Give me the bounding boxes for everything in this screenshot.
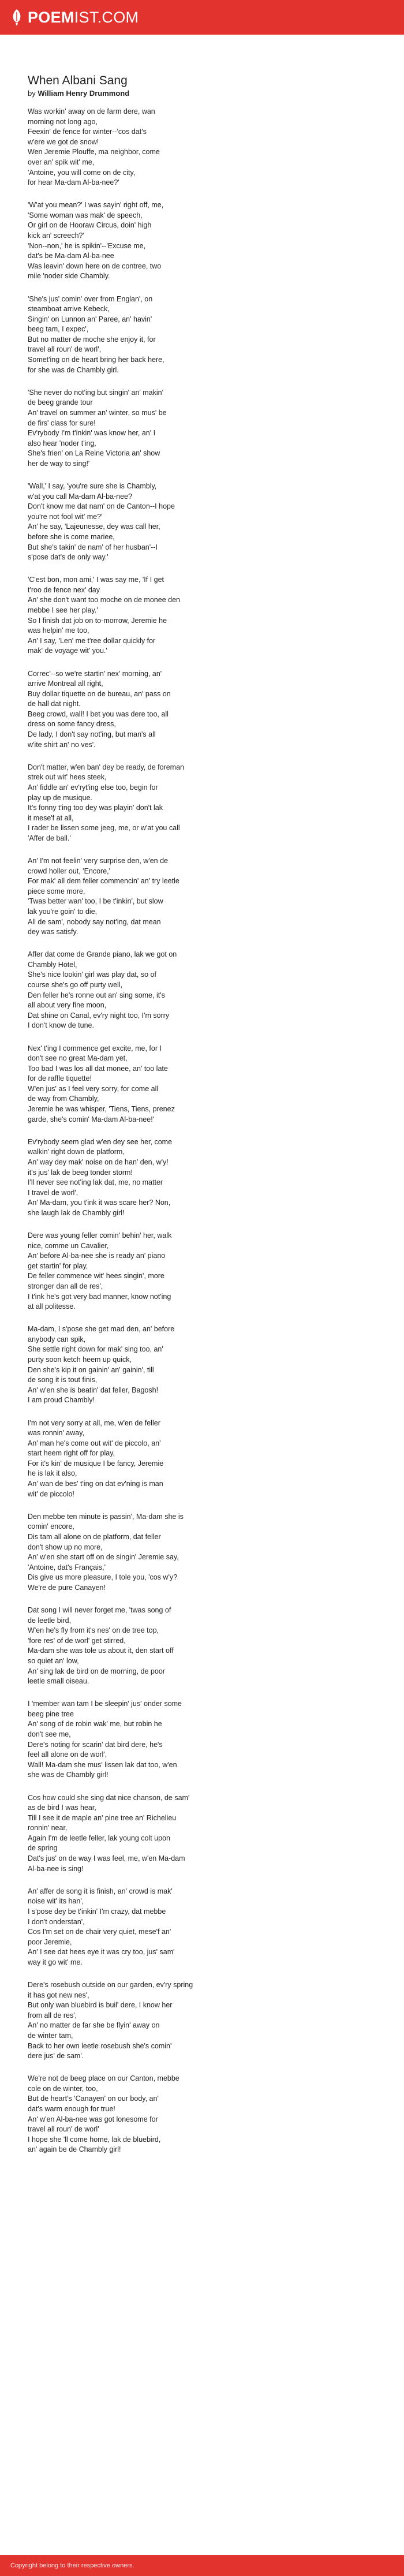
stanza: [28, 669, 358, 751]
poem-line: An' he say, 'Lajeunesse, dey was call her,: [28, 522, 160, 531]
poem-line: at all politesse.: [28, 1302, 76, 1311]
poem-line: Dere's noting for scarin' dat bird dere, he's: [28, 1740, 163, 1749]
poem-line: comin' encore,: [28, 1522, 74, 1531]
poem-line: mebbe I see her play.': [28, 606, 98, 615]
stanza: [28, 1418, 358, 1500]
poem-line: She's frien' on La Reine Victoria an' show: [28, 449, 160, 458]
poem-line: travel all roun' de worl': [28, 2125, 99, 2134]
poem-line: 'fore res' of de worl' get stirred,: [28, 1636, 126, 1645]
poem-line: Dat's jus' on de way I was feel, me, w'en Ma-dam: [28, 1854, 185, 1863]
poem-line: I don't onderstan',: [28, 1917, 85, 1926]
poem-title: When Albani Sang: [28, 74, 128, 87]
poem-line: poor Jeremie,: [28, 1937, 72, 1946]
poem-line: s'pose dat's de only way.': [28, 553, 109, 562]
poem-line: de hall dat night.: [28, 700, 81, 708]
poem-line: I'm not very sorry at all, me, w'en de feller: [28, 1418, 160, 1427]
poem-line: Dere was young feller comin' behin' her, walk: [28, 1231, 172, 1240]
poem-line: An' fiddle an' ev'ryt'ing else too, begin for: [28, 783, 158, 792]
poem-line: 'W'at you mean?' I was sayin' right off, me,: [28, 201, 164, 210]
poem-line: I 'member wan tam I be sleepin' jus' onder some: [28, 1700, 182, 1708]
poem-line: w'ite shirt an' no ves'.: [28, 740, 96, 749]
stanza: [28, 1044, 358, 1125]
poem-line: Chambly Hotel,: [28, 960, 77, 969]
poem-line: An' I say, 'Len' me t'ree dollar quickly for: [28, 636, 156, 645]
poem-line: course she's go off purty well,: [28, 981, 123, 990]
poem-line: W'en jus' as I feel very sorry, for come all: [28, 1084, 159, 1093]
poem-line: So I finish dat job on to-morrow, Jeremie he: [28, 616, 167, 625]
poem-line: All de sam', nobody say not'ing, dat mean: [28, 917, 161, 926]
poem-line: stronger dan all de res',: [28, 1282, 103, 1290]
poem-line: Again I'm de leetle feller, lak young colt upon: [28, 1834, 170, 1842]
stanza: [28, 1887, 358, 1968]
poem-line: Wall! Ma-dam she mus' lissen lak dat too, w'en: [28, 1760, 177, 1769]
poem-line: An' Ma-dam, you t'ink it was scare her? Non,: [28, 1199, 171, 1207]
poem-line: Don't know me dat nam' on de Canton--I hope: [28, 502, 175, 511]
stanza: [28, 1137, 358, 1219]
poem-line: de way from Chambly,: [28, 1095, 99, 1103]
poem-line: he is lak it also,: [28, 1469, 77, 1478]
poem-line: Den mebbe ten minute is passin', Ma-dam she is: [28, 1512, 184, 1521]
poem-line: Too bad I was los all dat monee, an' too late: [28, 1064, 168, 1073]
poem-line: I'll never see not'ing lak dat, me, no matter: [28, 1178, 163, 1187]
poem-line: An' I'm not feelin' very surprise den, w'en de: [28, 857, 168, 865]
poem-line: she was de Chambly girl!: [28, 1771, 109, 1779]
poem-line: An' man he's come out wit' de piccolo, an': [28, 1439, 161, 1447]
poem-line: It's fonny t'ing too dey was playin' don't lak: [28, 804, 163, 812]
poem-line: We're de pure Canayen!: [28, 1583, 106, 1592]
poem-line: also hear 'noder t'ing,: [28, 439, 96, 447]
poem-line: for she was de Chambly girl.: [28, 365, 119, 374]
poem-line: it mese'f at all,: [28, 813, 74, 822]
poem-line: dat's warm enough for true!: [28, 2105, 115, 2114]
poem-line: 'Antoine, dat's Français,': [28, 1563, 106, 1571]
poem-line: Dere's rosebush outside on our garden, ev'ry spring: [28, 1981, 193, 1989]
stanza: [28, 856, 358, 938]
poem-line: was helpin' me too,: [28, 626, 89, 635]
poem-line: kick an' screech?': [28, 232, 84, 240]
poem-line: An' w'en she is beatin' dat feller, Bagosh!: [28, 1386, 159, 1394]
poem-line: Was workin' away on de farm dere, wan: [28, 107, 155, 115]
poem-line: Cos I'm set on de chair very quiet, mese'f an': [28, 1928, 171, 1936]
poem-line: An' w'en she start off on de singin' Jeremie say,: [28, 1553, 179, 1562]
stanza: [28, 1231, 358, 1312]
poem-line: But de heart's 'Canayen' on our body, an': [28, 2095, 159, 2103]
poem-line: 'Affer de ball.': [28, 834, 71, 842]
poem-line: Jeremie he was whisper, 'Tiens, Tiens, prenez: [28, 1105, 175, 1114]
poem-line: Nex' t'ing I commence get excite, me, for I: [28, 1044, 162, 1052]
byline: [28, 89, 358, 98]
poem-line: as de bird I was hear,: [28, 1804, 96, 1812]
stanza: [28, 294, 358, 376]
poem-line: 'Wall,' I say, 'you're sure she is Chambly,: [28, 482, 157, 490]
poem-line: De feller commence wit' hees singin', more: [28, 1272, 164, 1280]
stanza: [28, 1512, 358, 1593]
logo-text-light: IST.COM: [74, 8, 139, 26]
poem-line: Was leavin' down here on de contree, two: [28, 262, 162, 270]
stanza: [28, 1324, 358, 1406]
poem-line: An' she don't want too moche on de monee den: [28, 596, 180, 604]
poem-line: 'She's jus' comin' over from Englan', on: [28, 294, 153, 303]
poem-line: get startin' for play,: [28, 1261, 88, 1270]
stanza: [28, 575, 358, 656]
poem-line: all about very fine moon,: [28, 1001, 107, 1010]
stanza: [28, 200, 358, 282]
footer-bar: [0, 2555, 404, 2576]
poem-line: w'ere we got de snow!: [28, 137, 99, 146]
poem-line: An' no matter de far she be flyin' away on: [28, 2021, 160, 2030]
logo-text: [28, 9, 139, 27]
poem-line: it's jus' lak de beeg tonder storm!: [28, 1168, 133, 1177]
poem-line: cole on de winter, too,: [28, 2084, 98, 2093]
poem-line: for hear Ma-dam Al-ba-nee?': [28, 178, 119, 187]
poem-line: nice, comme un Cavalier,: [28, 1241, 109, 1250]
poem-line: de winter tam,: [28, 2031, 73, 2040]
poem-line: dat's be Ma-dam Al-ba-nee: [28, 252, 114, 260]
poem-line: Ev'rybody seem glad w'en dey see her, come: [28, 1137, 173, 1146]
stanza: [28, 1606, 358, 1687]
poem-line: de song it is tout finis,: [28, 1376, 98, 1384]
poem-line: W'en he's fly from it's nes' on de tree top,: [28, 1626, 159, 1635]
poem-line: wit' de piccolo!: [28, 1489, 74, 1498]
quill-icon: [10, 9, 23, 26]
poem-line: An' before Al-ba-nee she is ready an' piano: [28, 1252, 166, 1260]
poem-line: before she is come mariee,: [28, 532, 115, 541]
poem-line: An' sing lak de bird on de morning, de poor: [28, 1667, 165, 1675]
poem-line: leetle small oiseau.: [28, 1677, 89, 1686]
poem-line: de firs' class for sure!: [28, 419, 96, 427]
poem-line: I am proud Chambly!: [28, 1396, 95, 1405]
poem-line: Beeg crowd, wall! I bet you was dere too, all: [28, 710, 169, 718]
poem-line: dress on some fancy dress,: [28, 720, 116, 729]
poem-line: Dis give us more pleasure, I tole you, 'cos w'y?: [28, 1573, 178, 1582]
stanza: [28, 1699, 358, 1780]
poem-content: [0, 35, 358, 2155]
poem-line: An' affer de song it is finish, an' crowd is mak': [28, 1887, 173, 1895]
poem-line: from all de res',: [28, 2011, 77, 2019]
poem-line: For mak' all dem feller commencin' an' try leetle: [28, 877, 179, 886]
poem-line: noise wit' its han',: [28, 1897, 84, 1906]
poem-line: Affer dat come de Grande piano, lak we got on: [28, 950, 177, 959]
poem-line: way it go wit' me.: [28, 1958, 83, 1966]
author-link[interactable]: William Henry Drummond: [38, 89, 130, 98]
poem-line: De lady, I don't say not'ing, but man's all: [28, 730, 156, 739]
stanza: [28, 2074, 358, 2155]
poem-line: lak you're goin' to die,: [28, 907, 98, 916]
poem-line: An' I see dat hees eye it was cry too, jus' sam': [28, 1948, 175, 1957]
poem-line: anybody can spik,: [28, 1335, 86, 1343]
poem-line: Dis tam all alone on de platform, dat feller: [28, 1532, 161, 1541]
poem-line: Buy dollar tiquette on de bureau, an' pass on: [28, 689, 171, 698]
stanza: [28, 1980, 358, 2062]
poem-line: Back to her own leetle rosebush she's comin': [28, 2041, 172, 2050]
poem-line: purty soon ketch heem up quick,: [28, 1356, 132, 1364]
poem-line: Den feller he's ronne out an' sing some, it's: [28, 991, 165, 999]
poem-line: an' again be de Chambly girl!: [28, 2145, 121, 2154]
poem-line: was ronnin' away,: [28, 1429, 85, 1438]
poem-line: garde, she's comin' Ma-dam Al-ba-nee!': [28, 1115, 155, 1123]
poem-line: you're not fool wit' me?': [28, 512, 103, 521]
poem-line: morning not long ago,: [28, 117, 98, 126]
poem-line: so quiet an' low,: [28, 1656, 79, 1665]
poem-line: t'roo de fence nex' day: [28, 585, 100, 594]
poem-line: 'Some woman was mak' de speech,: [28, 211, 143, 219]
poem-line: dey was satisfy.: [28, 928, 78, 936]
poem-line: Dat shine on Canal, ev'ry night too, I'm sorry: [28, 1011, 170, 1020]
poem-line: 'C'est bon, mon ami,' I was say me, 'If I get: [28, 576, 164, 584]
poem-line: 'She never do not'ing but singin' an' makin': [28, 388, 163, 397]
poem-line: I rader be lissen some jeeg, me, or w'at you call: [28, 824, 180, 832]
poem-line: w'at you call Ma-dam Al-ba-nee?: [28, 492, 132, 501]
poem-line: steamboat arrive Kebeck,: [28, 305, 110, 313]
poem-line: de spring: [28, 1844, 58, 1853]
stanza: [28, 481, 358, 563]
stanza: [28, 388, 358, 469]
poem-line: Feexin' de fence for winter--'cos dat's: [28, 128, 147, 136]
copyright-text: Copyright belong to their respective owners.: [10, 2562, 134, 2569]
poem-line: arrive Montreal all right,: [28, 680, 103, 688]
poem-line: crowd holler out, 'Encore,': [28, 867, 111, 875]
poem-line: But no matter de moche she enjoy it, for: [28, 335, 156, 344]
poem-line: Don't matter, w'en ban' dey be ready, de foreman: [28, 763, 184, 771]
poem-line: I s'pose dey be t'inkin' I'm crazy, dat mebbe: [28, 1907, 166, 1916]
poem-line: de beeg grande tour: [28, 398, 93, 407]
stanza: [28, 763, 358, 844]
poem-line: mile 'noder side Chambly.: [28, 272, 110, 281]
poem-line: strek out wit' hees steek,: [28, 773, 107, 782]
poem-line: 'Non--non,' he is spikin'--'Excuse me,: [28, 241, 146, 250]
poem-line: ronnin' near,: [28, 1824, 68, 1832]
poem-line: de leetle bird,: [28, 1616, 72, 1625]
byline-prefix: by: [28, 89, 36, 98]
poem-line: start heem right off for play,: [28, 1449, 115, 1458]
stanza: [28, 107, 358, 188]
top-bar: [0, 0, 404, 35]
poem-line: An' song of de robin wak' me, but robin he: [28, 1720, 162, 1728]
poem-line: I travel de worl',: [28, 1188, 78, 1197]
poem-line: An' w'en Al-ba-nee was got lonesome for: [28, 2115, 158, 2123]
poem-line: I don't know de tune.: [28, 1021, 94, 1030]
poem-line: An' way dey mak' noise on de han' den, w'y!: [28, 1158, 169, 1166]
poem-line: I hope she 'll come home, lak de bluebird,: [28, 2135, 161, 2144]
poem-line: An' wan de bes' t'ing on dat ev'ning is man: [28, 1480, 163, 1488]
poem-line: don't show up no more,: [28, 1543, 103, 1551]
poem-line: Somet'ing on de heart bring her back here,: [28, 356, 164, 364]
poem-line: Singin' on Lunnon an' Paree, an' havin': [28, 315, 152, 323]
poem-line: Correc'--so we're startin' nex' morning, an': [28, 669, 162, 678]
poem-line: We're not de beeg place on our Canton, mebbe: [28, 2074, 179, 2083]
poem-line: beeg tam, I expec',: [28, 325, 89, 334]
poem-line: Cos how could she sing dat nice chanson, de sam': [28, 1793, 190, 1802]
poem-line: for de raffle tiquette!: [28, 1074, 92, 1083]
poem-line: she laugh lak de Chambly girl!: [28, 1208, 125, 1217]
poem-line: play up de musique.: [28, 793, 92, 802]
poem-line: An' travel on summer an' winter, so mus' be: [28, 408, 167, 417]
poem-line: 'Antoine, you will come on de city,: [28, 168, 136, 177]
poem-line: it has got new nes',: [28, 1991, 89, 1999]
stanza: [28, 950, 358, 1031]
poem-line: her de way to sing!': [28, 459, 90, 468]
poem-line: Den she's kip it on gainin' an' gainin', till: [28, 1365, 154, 1374]
poem-line: mak' de voyage wit' you.': [28, 647, 107, 655]
poem-line: Or girl on de Hooraw Circus, doin' high: [28, 221, 152, 230]
poem-line: But only wan bluebird is buil' dere, I know her: [28, 2001, 173, 2010]
poem-line: Dat song I will never forget me, 'twas song of: [28, 1606, 171, 1614]
poem-line: Ma-dam, I s'pose she get mad den, an' before: [28, 1325, 175, 1334]
poem-line: don't see me,: [28, 1730, 71, 1739]
poem-line: walkin' right down de platform,: [28, 1148, 125, 1156]
poem-line: She's nice lookin' girl was play dat, so of: [28, 970, 156, 979]
poem-line: beeg pine tree: [28, 1709, 74, 1718]
poem-line: piece some more,: [28, 887, 85, 895]
logo-text-strong: POEM: [28, 8, 74, 26]
poem-line: feel all alone on de worl',: [28, 1750, 107, 1759]
poem-line: She settle right down for mak' sing too, an': [28, 1345, 163, 1354]
poem-line: Till I see it de maple an' pine tree an' Richelieu: [28, 1813, 177, 1822]
poem-line: don't see no great Ma-dam yet,: [28, 1054, 128, 1063]
poem-line: I t'ink he's got very bad manner, know not'ing: [28, 1292, 171, 1301]
poem-line: 'Twas better wan' too, I be t'inkin', but slow: [28, 897, 163, 906]
site-logo[interactable]: [10, 9, 139, 27]
stanza: [28, 1793, 358, 1875]
poem-line: For it's kin' de musique I be fancy, Jeremie: [28, 1459, 164, 1468]
poem-line: Wen Jeremie Plouffe, ma neighbor, come: [28, 148, 160, 156]
poem-body: [28, 107, 358, 2155]
poem-line: over an' spik wit' me,: [28, 158, 95, 166]
poem-line: But she's takin' de nam' of her husban'--I: [28, 543, 158, 551]
poem-line: Ma-dam she was tole us about it, den start off: [28, 1647, 174, 1655]
poem-line: Ev'rybody I'm t'inkin' was know her, an' I: [28, 429, 156, 438]
poem-line: dere jus' de sam'.: [28, 2052, 84, 2060]
poem-line: travel all roun' de worl',: [28, 345, 102, 354]
poem-line: Al-ba-nee is sing!: [28, 1864, 84, 1873]
